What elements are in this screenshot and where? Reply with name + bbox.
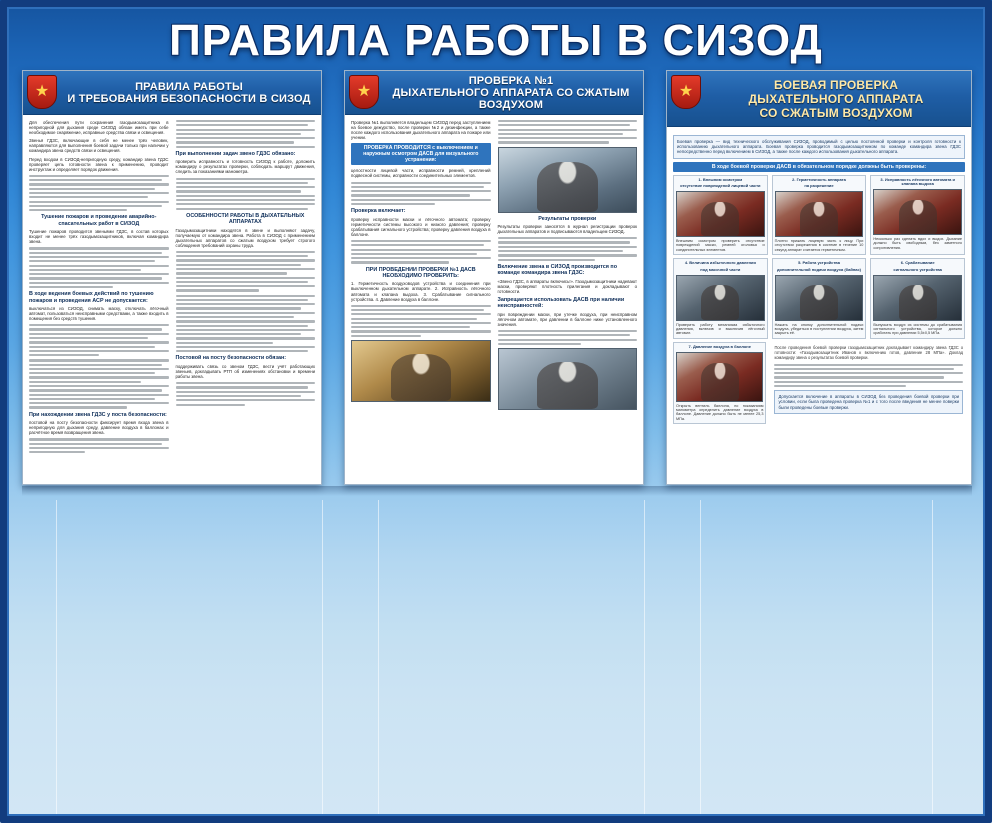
panel-combat-check [666, 70, 972, 485]
step-6-title: сигнального устройства [893, 266, 942, 272]
panel-1-heading-3: Тушение пожаров и проведение аварийно-спасательных работ в СИЗОД [41, 214, 157, 227]
surface-line-1 [56, 500, 57, 823]
panel-2-column-left [351, 120, 491, 410]
photo-firefighter-with-apparatus [498, 147, 638, 213]
panel-2-heading-5: Запрещается использовать ДАСВ при наличии неисправностей: [497, 296, 625, 310]
surface-line-5 [700, 500, 701, 823]
panel-2-blue-heading: ПРОВЕРКА ПРОВОДИТСЯ с выключением и наружным осмотром ДАСВ для визуального устранения: [351, 143, 491, 165]
panel-3-title-line2: ДЫХАТЕЛЬНОГО АППАРАТА [748, 91, 924, 106]
step-card-4 [673, 258, 768, 339]
panel-1-para-4: выключаться из СИЗОД, снимать маску, отключать лёгочный автомат, пользоваться неисправными средствами, а также входить в помещения без средств тушения. [29, 305, 169, 322]
panel-2-heading-4: Включение звена в СИЗОД производится по команде командира звена ГДЗС: [497, 263, 617, 277]
panel-3-steps-row-2 [673, 258, 965, 339]
panel-1-para-8: поддерживать связь со звеном ГДЗС, вести учёт работающих звеньев, докладывать РТП об изменениях обстановки и времени работы звена. [175, 363, 315, 380]
panel-1-heading-8: Постовой на посту безопасности обязан: [175, 355, 286, 362]
panel-3-body [667, 127, 971, 433]
panel-2-para-3: 1. Герметичность воздуховодов устройства и соединения при выключенном дыхательном аппарате. 2. Исправность лёгочного автомата и клапана выдоха. 3. Срабатывание сигнального устройства. 4. Давление воздуха в баллоне. [351, 281, 491, 302]
step-5-text: Нажать на кнопку дополнительной подачи воздуха, убедиться в поступлении воздуха, затем закрыть её. [774, 322, 864, 336]
panel-2-heading-special: Результаты проверки [538, 215, 597, 222]
board-title-band [0, 10, 992, 72]
panel-1-body [23, 115, 321, 462]
step-card-7 [673, 342, 766, 424]
panel-2-heading-2: Проверка включает: [351, 208, 406, 215]
step-1-number: 1. Внешним осмотром [698, 176, 743, 182]
panel-2-title-line2: ДЫХАТЕЛЬНОГО АППАРАТА СО СЖАТЫМ ВОЗДУХОМ [392, 86, 630, 111]
panel-3-footer-note: После проведения боевой проверки газодымозащитник докладывает командиру звена ГДЗС о готовности: «Газодымозащитник Иванов к включению готов, давление 28 МПа». Доклад командиру звена о результатах боевой проверки. [774, 344, 963, 360]
panel-2-para-2: проверку исправности маски и лёгочного автомата; проверку герметичности системы высокого и низкого давления; проверку срабатывания сигнального устройства; проверку давления воздуха в баллоне. [351, 216, 491, 237]
panels-container [22, 70, 972, 490]
surface-line-3 [378, 500, 379, 823]
panel-shadow [22, 486, 972, 496]
surface-line-2 [322, 500, 323, 823]
panel-2-column-right [498, 120, 638, 410]
step-1-title: отсутствие повреждений лицевой части [680, 183, 761, 189]
photo-step-1 [676, 191, 765, 237]
step-4-title: под масочной части [700, 266, 741, 272]
panel-3-title-line3: СО СЖАТЫМ ВОЗДУХОМ [759, 105, 913, 120]
panel-2-header [345, 71, 643, 115]
step-7-text: Открыть вентиль баллона, по показаниям манометра определить давление воздуха в баллоне. Давление должно быть не менее 25,3 МПа. [676, 403, 764, 421]
panel-3-footer-block [770, 342, 965, 424]
panel-2-section-title: ПРИ ПРОВЕДЕНИИ ПРОВЕРКИ №1 ДАСВ НЕОБХОДИМО ПРОВЕРИТЬ: [365, 266, 476, 279]
fire-service-emblem-icon: ★ [671, 75, 701, 109]
panel-1-para-5: Газодымозащитники находятся в звене и выполняют задачу, получаемую от командира звена. Работа в СИЗОД с применением дыхательных аппаратов со сжатым воздухом требует строгого соблюдения требований охраны труда. [175, 227, 315, 248]
panel-1-column-left [29, 120, 169, 456]
panel-2-intro: Проверка №1 выполняется владельцем СИЗОД перед заступлением на боевое дежурство, после проверки №2 и дезинфекции, а также после каждого использования дыхательного аппарата на пожаре или учении. [351, 120, 491, 141]
board-lower-surface [0, 500, 992, 823]
photo-step-2 [775, 191, 864, 237]
panel-1-para-2: Перед входом в СИЗОД-непригодную среду, командир звена ГДЗС проверяет цепь готовности звена к применению, проводит инструктаж и определяет порядок движения. [29, 156, 169, 172]
step-4-text: Проверить работу механизма избыточного давления, включив и выключив лёгочный автомат. [676, 322, 765, 336]
step-6-number: 6. Срабатывание [900, 260, 935, 266]
panel-1-heading-6: При выполнении задач звено ГДЗС обязано: [175, 150, 296, 157]
step-card-3 [870, 175, 965, 256]
panel-3-footer-note2: Допускается включение в аппараты в СИЗОД без проведения боевой проверки при условии, если была проведена проверка №1 и с того после введения не менее поверки были проведены боевые проверки. [774, 390, 963, 414]
step-3-number: 3. Исправность лёгочного автомата и клапана выдоха [880, 176, 955, 187]
photo-step-7 [676, 352, 763, 402]
step-6-text: Выпускать воздух из системы до срабатывания сигнального устройства, которое должно сработать при давлении 5,5±0,5 МПа. [873, 322, 963, 336]
panel-3-steps-row-3 [673, 342, 965, 424]
panel-2-para-4: «Звено ГДЗС, в аппараты включись!». Газодымозащитники надевают маски, проверяют плотность прилегания и докладывают о готовности. [497, 278, 637, 294]
panel-2-para-1: целостности лицевой части, исправности ремней, креплений подвесной системы, исправности соединительных элементов. [351, 168, 491, 179]
step-5-number: 5. Работа устройства [798, 260, 840, 266]
panel-1-title-line2: И ТРЕБОВАНИЯ БЕЗОПАСНОСТИ В СИЗОД [67, 92, 311, 105]
panel-1-title-line1: ПРАВИЛА РАБОТЫ [135, 80, 243, 93]
step-1-text: Внешним осмотром проверить отсутствие повреждений маски, ремней оголовья и соединительных элементов. [676, 239, 765, 252]
panel-check-no1 [344, 70, 644, 485]
fire-service-emblem-icon: ★ [27, 75, 57, 109]
step-card-5 [772, 258, 867, 339]
step-2-number: 2. Герметичность аппарата [792, 176, 846, 182]
photo-step-4 [676, 275, 765, 321]
panel-1-para-0: Для обеспечения пути сохранения газодымозащитника в непригодной для дыхания среде СИЗОД обязан иметь при себе необходимое снаряжение, исправные средства связи и освещения. [29, 120, 169, 136]
panel-1-heading-5: ОСОБЕННОСТИ РАБОТЫ В ДЫХАТЕЛЬНЫХ АППАРАТАХ [186, 212, 305, 226]
panel-1-heading-7: При нахождении звена ГДЗС у поста безопасности: [29, 411, 167, 418]
step-2-text: Плотно прижать лицевую часть к лицу. При отсутствии разрежения в системе в течение 10 секунд аппарат считается герметичным. [774, 239, 864, 252]
panel-1-para-7: постовой на посту безопасности фиксирует время входа звена в непригодную для дыхания среду, давление воздуха в баллонах и расчётное время возвращения звена. [29, 420, 169, 436]
panel-3-steps-title: В ходе боевой проверки ДАСВ в обязательном порядке должны быть проверены: [673, 162, 965, 172]
panel-3-header [667, 71, 971, 127]
step-card-2 [772, 175, 867, 256]
photo-pressure-gauge-check [351, 340, 491, 402]
panel-1-heading-4: В ходе ведения боевых действий по тушению пожаров и проведения АСР не допускается: [29, 291, 154, 304]
photo-hands-checking-valve [498, 348, 638, 410]
panel-2-body [345, 115, 643, 416]
step-card-6 [870, 258, 965, 339]
panel-1-para-3: Тушение пожаров проводится звеньями ГДЗС, в состав которых входит не менее трёх газодымозащитников, включая командира звена. [29, 229, 169, 245]
photo-step-5 [775, 275, 864, 321]
panel-2-para-6: Результаты проверки заносятся в журнал регистрации проверок дыхательных аппаратов и подписываются владельцем СИЗОД. [497, 224, 637, 235]
panel-1-column-right [176, 120, 316, 456]
panel-2-para-5: при повреждении маски, при утечке воздуха, при неисправном лёгочном автомате, при давлении в баллоне ниже установленного значения. [497, 311, 637, 327]
step-4-number: 4. Величина избыточного давления [684, 260, 756, 266]
panel-rules-and-safety [22, 70, 322, 485]
panel-3-steps-row-1 [673, 175, 965, 256]
panel-1-para-1: Звенья ГДЗС, включающие в себя не менее трёх человек, направляются для выполнения боевой задачи только при наличии у командира звена средств связи и освещения. [29, 138, 169, 154]
step-5-title: дополнительной подачи воздуха (байпас) [776, 266, 862, 272]
photo-step-3 [873, 189, 962, 235]
panel-2-title-line1: ПРОВЕРКА №1 [468, 74, 554, 87]
step-card-1 [673, 175, 768, 256]
page-title: ПРАВИЛА РАБОТЫ В СИЗОД [169, 16, 823, 65]
panel-1-header [23, 71, 321, 115]
step-2-title: на разрежение [804, 183, 834, 189]
step-7-number: 7. Давление воздуха в баллоне [688, 343, 751, 349]
panel-1-para-6: проверить исправность и готовность СИЗОД к работе, доложить командиру о результатах проверки, соблюдать маршрут движения, следить за показаниями манометра. [175, 159, 315, 175]
panel-3-intro: Боевая проверка — вид технического обслуживания СИЗОД, проводимый с целью постоянной проверки и контроля готовности к использованию дыхательного аппарата. Боевая проверка проводится газодымозащитником по команде командира звена ГДЗС непосредственно перед включением в СИЗОД, а также после каждого использования дыхательного аппарата. [673, 135, 965, 159]
fire-service-emblem-icon: ★ [349, 75, 379, 109]
surface-line-4 [644, 500, 645, 823]
panel-3-title-line1: БОЕВАЯ ПРОВЕРКА [773, 77, 899, 92]
photo-step-6 [873, 275, 962, 321]
step-3-text: Несколько раз сделать вдох и выдох. Дыхание должно быть свободным, без заметного сопротивления. [873, 237, 963, 250]
surface-line-6 [932, 500, 933, 823]
